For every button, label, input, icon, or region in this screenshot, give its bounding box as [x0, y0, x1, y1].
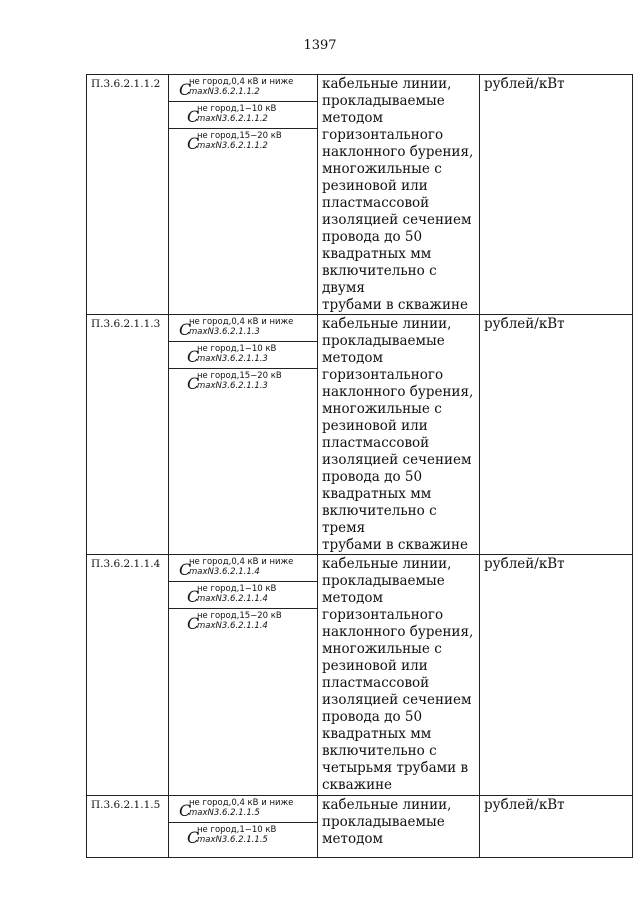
row-unit: рублей/кВт: [484, 76, 565, 92]
table-row: [87, 555, 633, 796]
row-code: П.3.6.2.1.1.4: [91, 558, 161, 570]
row-description: кабельные линии, прокладываемые методом горизонтального наклонного бурения, многожильные с резиновой или пластмассовой изоляцией сечением провода до 50 квадратных мм включительно с двумя трубами в скважине: [322, 76, 474, 313]
row-code: П.3.6.2.1.1.3: [91, 318, 161, 330]
formula: C не город,1−10 кВ maxN3.6.2.1.1.4: [169, 582, 317, 609]
row-code: П.3.6.2.1.1.2: [91, 78, 161, 90]
formula-list: [169, 796, 317, 850]
table-row: [87, 315, 633, 555]
formula-list: [169, 315, 317, 396]
formula: C не город,1−10 кВ maxN3.6.2.1.1.5: [187, 825, 277, 847]
formula: C не город,0,4 кВ и ниже maxN3.6.2.1.1.2: [169, 75, 317, 102]
formula: C не город,15−20 кВ maxN3.6.2.1.1.3: [187, 371, 282, 393]
row-code: П.3.6.2.1.1.5: [91, 799, 161, 811]
formula-list: [169, 555, 317, 636]
table-row: [87, 796, 633, 858]
formula-list: [169, 75, 317, 156]
formula: C не город,1−10 кВ maxN3.6.2.1.1.3: [169, 342, 317, 369]
formula: C не город,1−10 кВ maxN3.6.2.1.1.2: [169, 102, 317, 129]
row-unit: рублей/кВт: [484, 556, 565, 572]
row-description: кабельные линии, прокладываемые методом горизонтального наклонного бурения, многожильные с резиновой или пластмассовой изоляцией сечением провода до 50 квадратных мм включительно с тремя трубами в скважине: [322, 316, 474, 553]
formula: C не город,0,4 кВ и ниже maxN3.6.2.1.1.3: [169, 315, 317, 342]
row-description: кабельные линии, прокладываемые методом горизонтального наклонного бурения, многожильные с резиновой или пластмассовой изоляцией сечением провода до 50 квадратных мм включительно с четырьмя трубами в скважине: [322, 556, 474, 793]
formula: C не город,0,4 кВ и ниже maxN3.6.2.1.1.4: [169, 555, 317, 582]
row-description: кабельные линии, прокладываемые методом: [322, 797, 452, 847]
formula: C не город,15−20 кВ maxN3.6.2.1.1.2: [187, 131, 282, 153]
formula: C не город,0,4 кВ и ниже maxN3.6.2.1.1.5: [169, 796, 317, 823]
row-unit: рублей/кВт: [484, 797, 565, 813]
tariff-table: [86, 74, 633, 858]
table-row: [87, 75, 633, 315]
formula: C не город,15−20 кВ maxN3.6.2.1.1.4: [187, 611, 282, 633]
row-unit: рублей/кВт: [484, 316, 565, 332]
page-number: 1397: [303, 38, 337, 53]
